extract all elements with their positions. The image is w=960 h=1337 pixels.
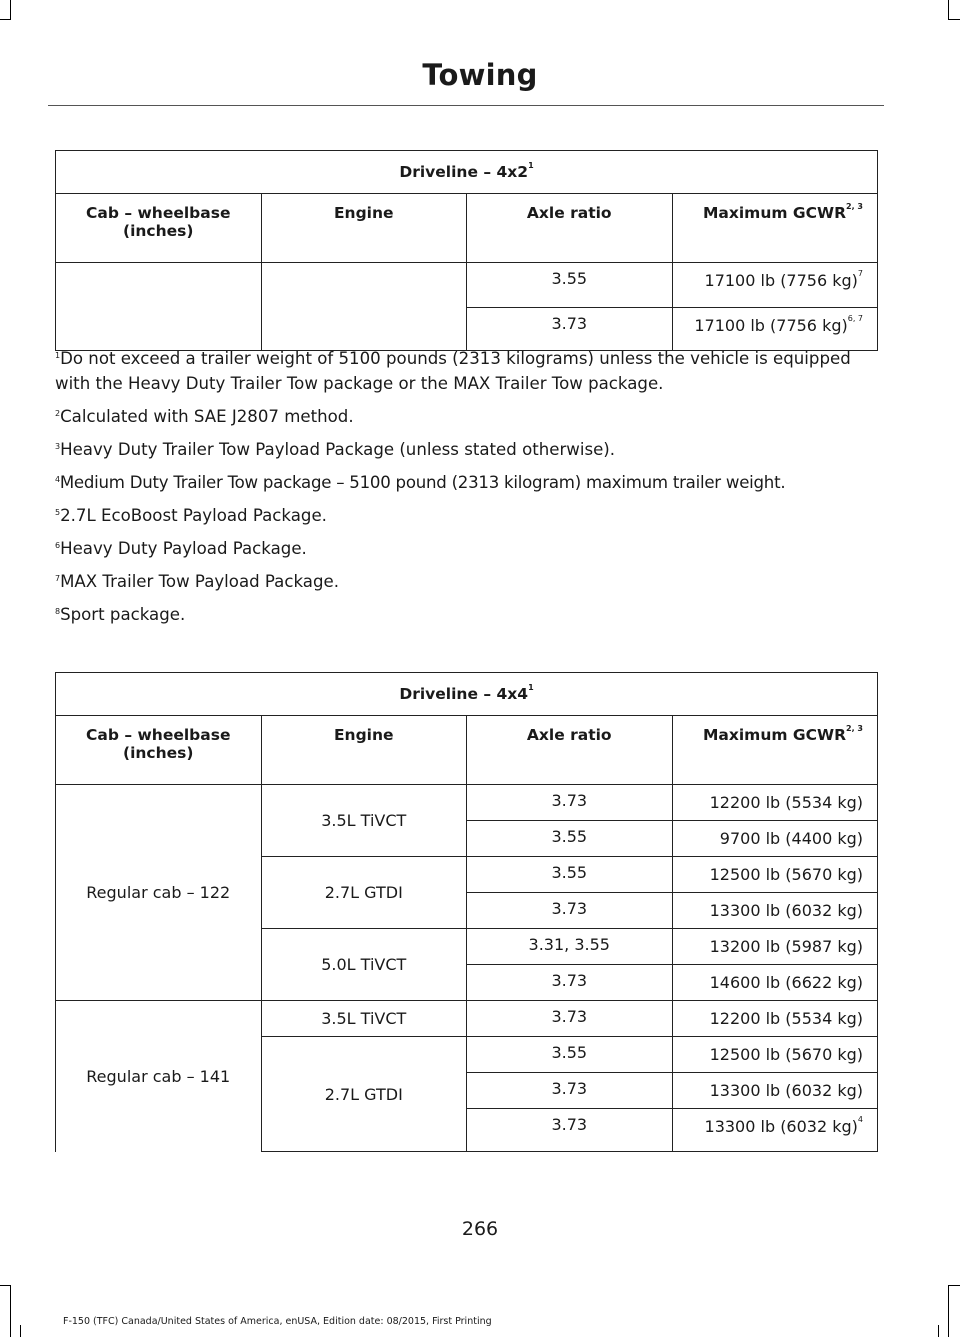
driveline-4x2-table: [55, 150, 878, 351]
axle-cell: 3.31, 3.55: [467, 929, 673, 965]
table-row: [56, 1001, 878, 1037]
crop-mark: [10, 0, 11, 20]
column-header-axle: Axle ratio: [467, 194, 673, 263]
gcwr-cell: 13300 lb (6032 kg): [672, 893, 878, 929]
axle-cell: 3.73: [467, 308, 673, 351]
column-header-cab: Cab – wheelbase (inches): [56, 716, 262, 785]
axle-cell: 3.73: [467, 785, 673, 821]
footnote: $^2$Calculated with SAE J2807 method.: [55, 407, 354, 426]
crop-mark: [948, 19, 960, 20]
column-header-gcwr: Maximum GCWR$^{2, 3}$: [672, 194, 878, 263]
engine-cell: [261, 263, 467, 351]
footnote: $^4$Medium Duty Trailer Tow package – 5100 pound (2313 kilogram) maximum trailer weight.: [55, 473, 786, 492]
column-header-cab: Cab – wheelbase (inches): [56, 194, 262, 263]
axle-cell: 3.55: [467, 821, 673, 857]
column-header-engine: Engine: [261, 716, 467, 785]
crop-mark: [20, 1325, 21, 1337]
crop-mark: [0, 1285, 11, 1286]
gcwr-cell: 14600 lb (6622 kg): [672, 965, 878, 1001]
crop-mark: [948, 1285, 949, 1337]
crop-mark: [10, 1285, 11, 1337]
footnote: $^1$Do not exceed a trailer weight of 5100 pounds (2313 kilograms) unless the vehicle is equipped with the Heavy Duty Trailer Tow package or the MAX Trailer Tow package.: [55, 349, 851, 393]
gcwr-cell: 12200 lb (5534 kg): [672, 1001, 878, 1037]
footer-edition: F-150 (TFC) Canada/United States of America, enUSA, Edition date: 08/2015, First Printing: [63, 1316, 492, 1327]
page-number: 266: [461, 1218, 499, 1240]
gcwr-cell: 13300 lb (6032 kg): [672, 1073, 878, 1109]
gcwr-cell: 17100 lb (7756 kg)$^{6, 7}$: [672, 308, 878, 351]
footnote: $^3$Heavy Duty Trailer Tow Payload Package (unless stated otherwise).: [55, 440, 616, 459]
table-caption: Driveline – $4x2^1$: [56, 151, 878, 194]
gcwr-cell: 17100 lb (7756 kg)$^7$: [672, 263, 878, 308]
driveline-4x4-table: [55, 672, 878, 1152]
engine-cell: 3.5L TiVCT: [261, 1001, 467, 1037]
footnote: $^5$2.7L EcoBoost Payload Package.: [55, 506, 327, 525]
footnote: $^6$Heavy Duty Payload Package.: [55, 539, 307, 558]
axle-cell: 3.73: [467, 965, 673, 1001]
header-divider: [48, 105, 884, 106]
axle-cell: 3.73: [467, 893, 673, 929]
axle-cell: 3.55: [467, 1037, 673, 1073]
crop-mark: [948, 1285, 960, 1286]
axle-cell: 3.73: [467, 1109, 673, 1152]
gcwr-cell: 9700 lb (4400 kg): [672, 821, 878, 857]
column-header-gcwr: Maximum GCWR$^{2, 3}$: [672, 716, 878, 785]
gcwr-cell: 13300 lb (6032 kg)$^4$: [672, 1109, 878, 1152]
footnote: $^8$Sport package.: [55, 605, 186, 624]
table-row: [56, 263, 878, 308]
table-caption: Driveline – $4x4^1$: [56, 673, 878, 716]
cab-cell: Regular cab – 141: [56, 1001, 262, 1152]
axle-cell: 3.73: [467, 1001, 673, 1037]
footnote: $^7$MAX Trailer Tow Payload Package.: [55, 572, 339, 591]
engine-cell: 2.7L GTDI: [261, 1037, 467, 1152]
engine-cell: 3.5L TiVCT: [261, 785, 467, 857]
engine-cell: 2.7L GTDI: [261, 857, 467, 929]
page-title: Towing: [422, 58, 538, 92]
axle-cell: 3.55: [467, 857, 673, 893]
cab-cell: Regular cab – 122: [56, 785, 262, 1001]
footnotes: [55, 346, 885, 635]
crop-mark: [948, 0, 949, 20]
axle-cell: 3.73: [467, 1073, 673, 1109]
gcwr-cell: 12200 lb (5534 kg): [672, 785, 878, 821]
gcwr-cell: 12500 lb (5670 kg): [672, 857, 878, 893]
column-header-engine: Engine: [261, 194, 467, 263]
cab-cell: [56, 263, 262, 351]
gcwr-cell: 12500 lb (5670 kg): [672, 1037, 878, 1073]
engine-cell: 5.0L TiVCT: [261, 929, 467, 1001]
table-row: [56, 785, 878, 821]
axle-cell: 3.55: [467, 263, 673, 308]
crop-mark: [938, 1325, 939, 1337]
gcwr-cell: 13200 lb (5987 kg): [672, 929, 878, 965]
column-header-axle: Axle ratio: [467, 716, 673, 785]
crop-mark: [0, 19, 11, 20]
